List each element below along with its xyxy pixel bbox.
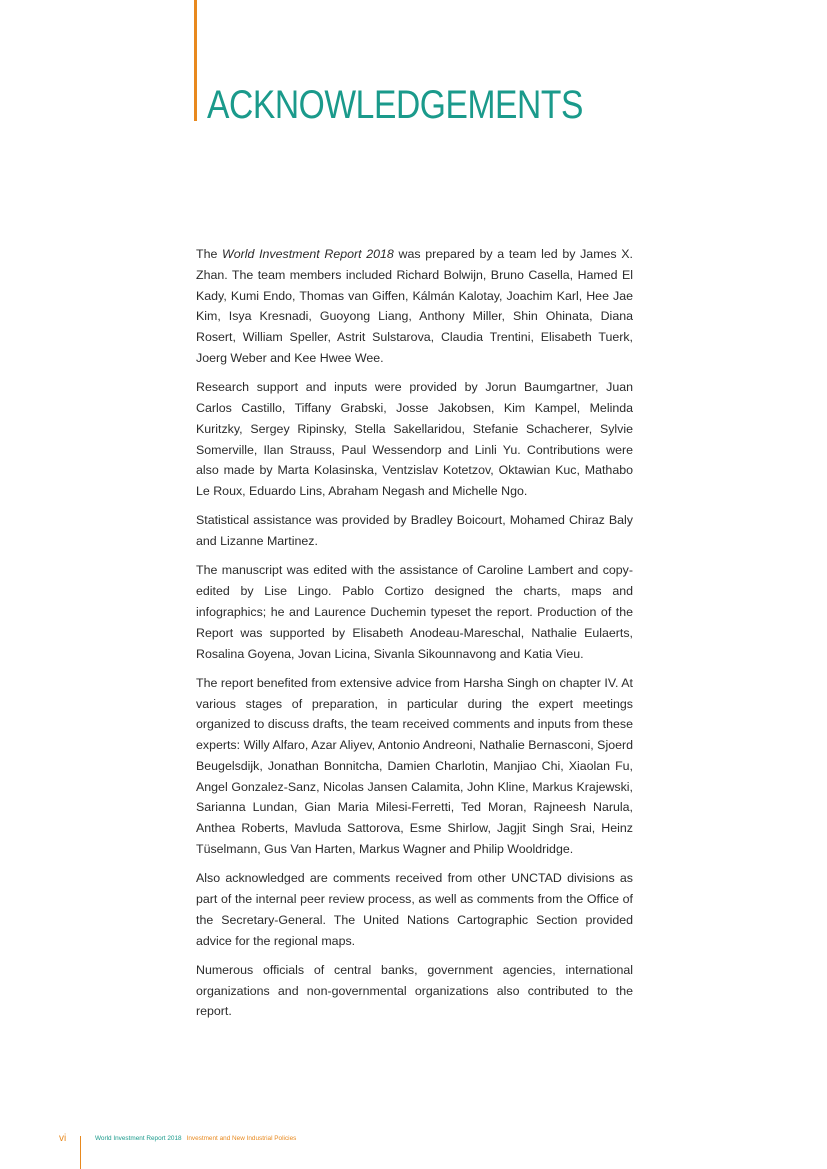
footer-divider: [80, 1136, 81, 1169]
paragraph-team: [196, 244, 633, 369]
paragraph-team-intro: The: [196, 247, 223, 261]
footer-report-subtitle: Investment and New Industrial Policies: [186, 1135, 297, 1142]
title-accent-bar: [194, 0, 197, 121]
footer-page-number: vi: [59, 1133, 67, 1144]
page-title: ACKNOWLEDGEMENTS: [207, 83, 583, 127]
paragraph-team-text: was prepared by a team led by James X. Zhan. The team members included Richard Bolwijn, Bruno Casella, Hamed El Kady, Kumi Endo, Thomas van Giffen, Kálmán Kalotay, Joachim Karl, Hee Jae Kim, Isya Kresnadi, Guoyong Liang, Anthony Miller, Shin Ohinata, Diana Rosert, William Speller, Astrit Sulstarova, Claudia Trentini, Elisabeth Tuerk, Joerg Weber and Kee Hwee Wee.: [196, 247, 633, 365]
paragraph-peer-review: Also acknowledged are comments received from other UNCTAD divisions as part of the internal peer review process, as well as comments from the Office of the Secretary-General. The United Nations Cartographic Section provided advice for the regional maps.: [196, 871, 633, 948]
report-title-italic: World Investment Report 2018: [222, 247, 394, 261]
footer-running-title: [95, 1134, 296, 1143]
footer-report-title: World Investment Report 2018: [95, 1135, 182, 1142]
acknowledgements-body: [196, 244, 633, 1031]
paragraph-production: The manuscript was edited with the assistance of Caroline Lambert and copy-edited by Lise Lingo. Pablo Cortizo designed the charts, maps and infographics; he and Laurence Duchemin typeset the report. Production of the Report was supported by Elisabeth Anodeau-Mareschal, Nathalie Eulaerts, Rosalina Goyena, Jovan Licina, Sivanla Sikounnavong and Katia Vieu.: [196, 563, 633, 661]
paragraph-officials: Numerous officials of central banks, government agencies, international organizations and non-governmental organizations also contributed to the report.: [196, 962, 633, 1019]
paragraph-research-support: Research support and inputs were provided by Jorun Baumgartner, Juan Carlos Castillo, Tiffany Grabski, Josse Jakobsen, Kim Kampel, Melinda Kuritzky, Sergey Ripinsky, Stella Sakellaridou, Stefanie Schacherer, Sylvie Somerville, Ilan Strauss, Paul Wessendorp and Linli Yu. Contributions were also made by Marta Kolasinska, Ventzislav Kotetzov, Oktawian Kuc, Mathabo Le Roux, Eduardo Lins, Abraham Negash and Michelle Ngo.: [196, 380, 633, 499]
paragraph-expert-advice: The report benefited from extensive advice from Harsha Singh on chapter IV. At various stages of preparation, in particular during the expert meetings organized to discuss drafts, the team received comments and inputs from these experts: Willy Alfaro, Azar Aliyev, Antonio Andreoni, Nathalie Bernasconi, Sjoerd Beugelsdijk, Jonathan Bonnitcha, Damien Charlotin, Manjiao Chi, Xiaolan Fu, Angel Gonzalez-Sanz, Nicolas Jansen Calamita, John Kline, Markus Krajewski, Sarianna Lundan, Gian Maria Milesi-Ferretti, Ted Moran, Rajneesh Narula, Anthea Roberts, Mavluda Sattorova, Esme Shirlow, Jagjit Singh Srai, Heinz Tüselmann, Gus Van Harten, Markus Wagner and Philip Wooldridge.: [196, 675, 633, 857]
paragraph-statistical-assistance: Statistical assistance was provided by Bradley Boicourt, Mohamed Chiraz Baly and Lizanne Martinez.: [196, 513, 633, 549]
